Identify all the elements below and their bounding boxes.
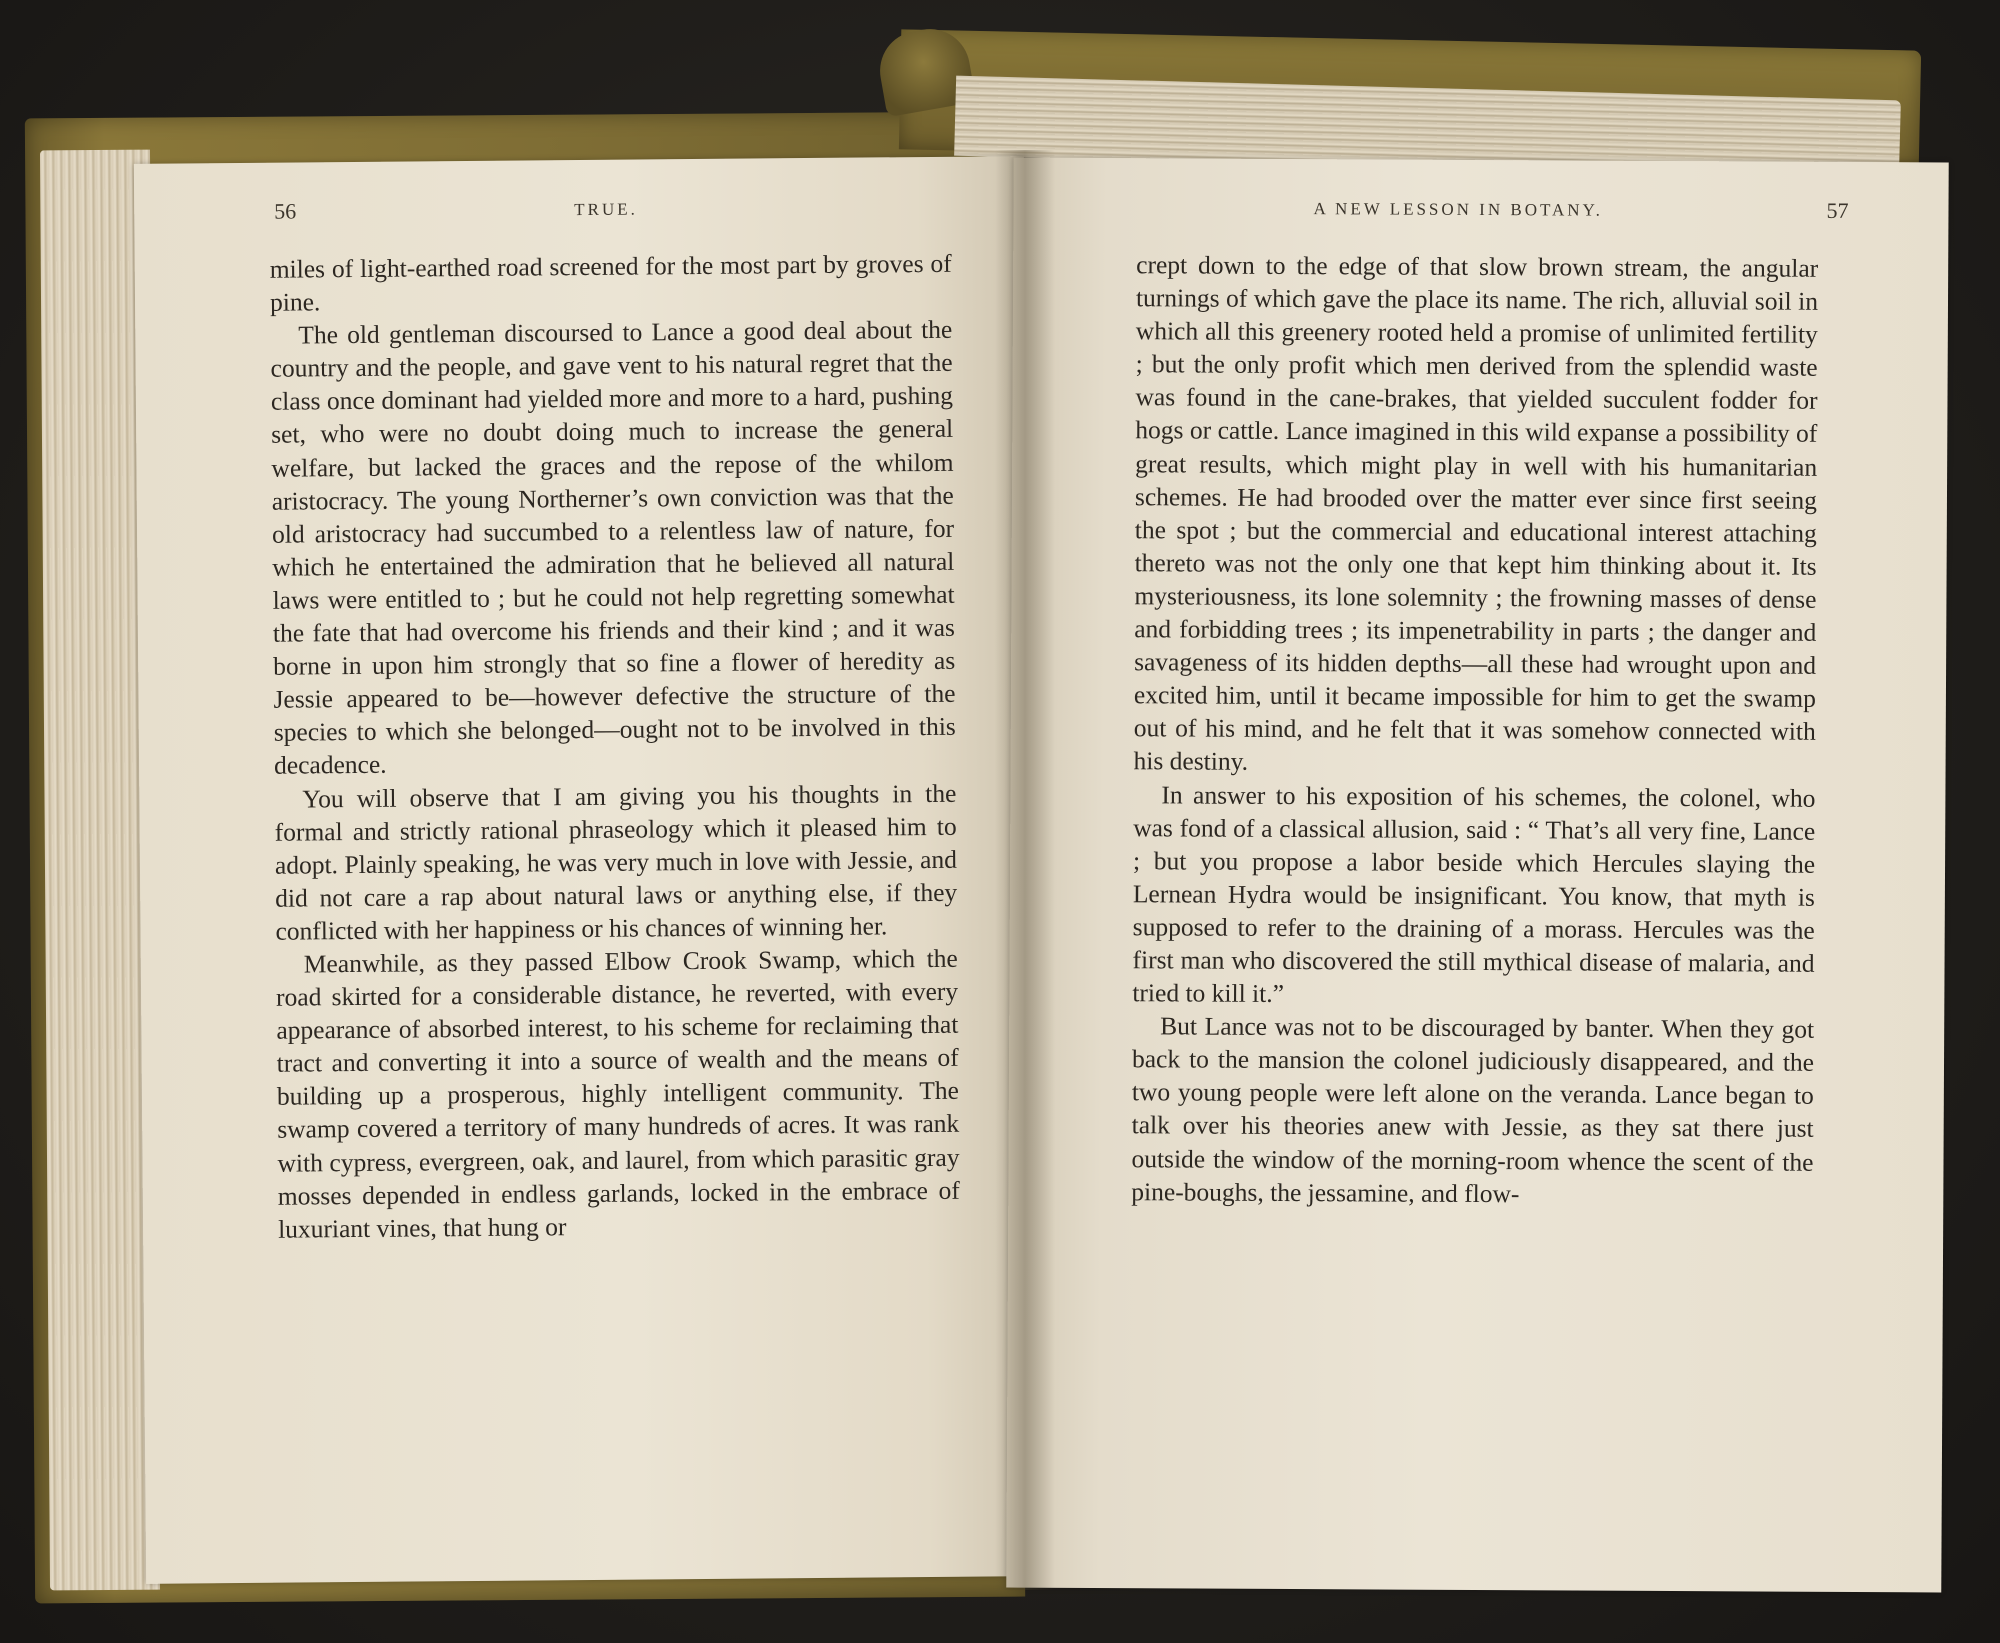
paragraph: In answer to his exposition of his schemes, the colonel, who was fond of a classical allusion, said : “ That’s all very fine, Lance ; but you propose a labor beside which Hercules slaying the Lernean Hydra would be insignificant. You know, that myth is supposed to refer to the draining of a morass. Hercules was the first man who discovered the still mythical disease of malaria, and tried to kill it.” bbox=[1132, 779, 1816, 1009]
paragraph: crept down to the edge of that slow brown stream, the angular turnings of which gave the place its name. The rich, alluvial soil in which all this greenery rooted held a promise of unlimited fertility ; but the only profit which men derived from the splendid waste was found in the cane-brakes, that yielded succulent fodder for hogs or cattle. Lance imagined in this wild expanse a possibility of great results, which might play in well with his humanitarian schemes. He had brooded over the matter ever since first seeing the spot ; but the commercial and educational interest attaching thereto was not the only one that kept him thinking about it. Its mysteriousness, its lone solemnity ; the frowning masses of dense and forbidding trees ; its impenetrability in parts ; the danger and savageness of its hidden depths—all these had wrought upon and excited him, until it became impossible for him to get the swamp out of his mind, and he felt that it was somehow connected with his destiny. bbox=[1133, 250, 1819, 777]
right-page-header bbox=[1013, 194, 1948, 229]
paragraph: Meanwhile, as they passed Elbow Crook Swamp, which the road skirted for a considerable distance, he reverted, with every appearance of absorbed interest, to his scheme for reclaiming that tract and converting it into a source of wealth and the means of building up a prosperous, highly intelligent community. The swamp covered a territory of many hundreds of acres. It was rank with cypress, evergreen, oak, and laurel, from which parasitic gray mosses depended in endless garlands, locked in the embrace of luxuriant vines, that hung or bbox=[275, 943, 960, 1244]
left-page-body bbox=[270, 247, 961, 1246]
left-page bbox=[134, 156, 1036, 1584]
book-gutter bbox=[995, 150, 1055, 1590]
paragraph: But Lance was not to be discouraged by banter. When they got back to the mansion the colonel judiciously disappeared, and the two young people were left alone on the veranda. Lance began to talk over his theories anew with Jessie, as they sat there just outside the window of the morning-room whence the scent of the pine-boughs, the jessamine, and flow- bbox=[1131, 1011, 1815, 1208]
paragraph: You will observe that I am giving you his thoughts in the formal and strictly rational phraseology which it pleased him to adopt. Plainly speaking, he was very much in love with Jessie, and did not care a rap about natural laws or anything else, if they conflicted with her happiness or his chances of winning her. bbox=[274, 778, 958, 946]
page-number: 56 bbox=[274, 198, 297, 224]
right-page bbox=[1006, 158, 1948, 1593]
left-page-header bbox=[134, 192, 1024, 230]
running-title: A NEW LESSON IN BOTANY. bbox=[1313, 199, 1603, 220]
running-title: TRUE. bbox=[574, 199, 638, 220]
paragraph: The old gentleman discoursed to Lance a good deal about the country and the people, and gave vent to his natural regret that the class once dominant had yielded more and more to a hard, pushing set, who were no doubt doing much to increase the general welfare, but lacked the graces and the repose of the whilom aristocracy. The young Northerner’s own conviction was that the old aristocracy had succumbed to a relentless law of nature, for which he entertained the admiration that he believed all natural laws were entitled to ; but he could not help regretting somewhat the fate that had overcome his friends and their kind ; and it was borne in upon him strongly that so fine a flower of heredity as Jessie appeared to be—however defective the structure of the species to which she belonged—ought not to be involved in this decadence. bbox=[270, 314, 956, 781]
right-page-body bbox=[1131, 248, 1818, 1211]
paragraph: miles of light-earthed road screened for the most part by groves of pine. bbox=[269, 248, 952, 317]
page-number: 57 bbox=[1826, 197, 1849, 223]
